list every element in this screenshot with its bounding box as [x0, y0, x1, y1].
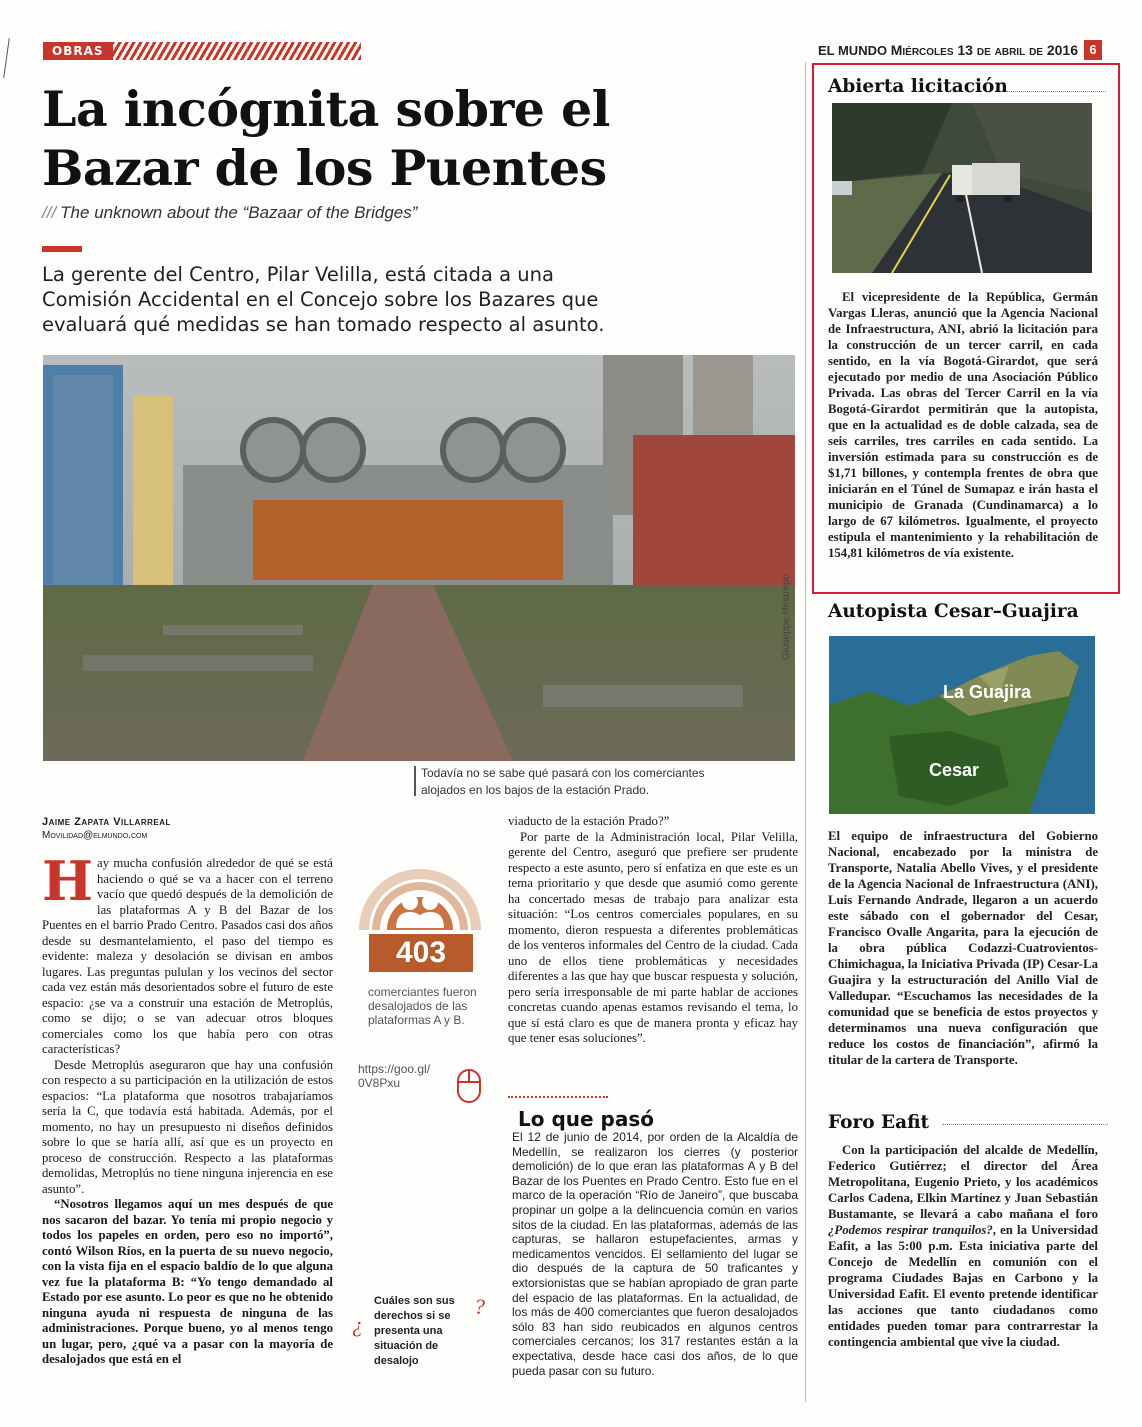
main-photo: [43, 355, 795, 761]
paragraph-1-text: ay mucha confusión alrededor de qué se está haciendo o qué se va a hacer con el terreno vacío que quedó después de la demolición de las plataformas A y B del Bazar de los Puentes en el barrio Prado Centro. Pasados casi dos años desde su desmantelamiento, el paso del tiempo es evidente: maleza y desolación se divisan en ambos lugares. Las preguntas pululan y los vecinos del sector cada vez están más desorientados sobre el futuro de este espacio: ¿se va a construir una estación de Metroplús, como se dijo; o se van adecuar otros bloques comerciales como los que había pero con otras características?: [42, 856, 333, 1056]
column-2-continuation: viaducto de la estación Prado?”: [508, 814, 670, 828]
question-text: Cuáles son sus derechos si se presenta una situación de desalojo: [374, 1295, 455, 1367]
section-tag: [43, 42, 361, 60]
foro-event-name: ¿Podemos respirar tranquilos?: [828, 1223, 993, 1237]
licitacion-title: Abierta licitación: [828, 76, 1008, 97]
truck-road-photo: [832, 103, 1092, 273]
lead-rule: [42, 246, 82, 252]
paragraph-3: “Nosotros llegamos aquí un mes después de que nos sacaron del bazar. Yo tenía mi propio negocio y todos los papeles en orden, pero eso no importó”, contó Wilson Ríos, en la puerta de su nuevo negocio, con la vista fija en el espacio baldío de lo que alguna vez fue la plataforma B: “Yo tengo demandado al Estado por ese asunto. Lo peor es que no he obtenido ninguna ayuda ni respuesta de ninguna de las administraciones. Porque bueno, yo al menos tengo un lugar, pero, ¿qué va a pasar con la mayoría de desalojados que está en el: [42, 1197, 333, 1366]
stat-number: 403: [369, 934, 473, 972]
paragraph-2: Desde Metroplús aseguraron que hay una confusión con respecto a su participación en la utilización de estos espacios: “La plataforma que nosotros trabajaríamos sería la C, que todavía está habitada. Además, por el momento, no hay un presupuesto ni diseños definidos sobre lo que se haría allí, así que es un proyecto en proceso de construcción. Respecto a las plataformas demolidas, Metroplús no tiene ninguna injerencia en ese asunto”.: [42, 1057, 333, 1196]
cesar-guajira-map: [829, 636, 1095, 814]
stat-label: comerciantes fueron desalojados de las plataformas A y B.: [368, 985, 477, 1027]
licitacion-paragraph: El vicepresidente de la República, Germán Vargas Lleras, anunció que la Agencia Nacional de Infraestructura, ANI, abrió la licitación para la construcción de un tercer carril, en cada sentido, en la vía Bogotá-Girardot, que será ejecutado por medio de una Asociación Público Privada. Las obras del Tercer Carril en la vía Bogotá-Girardot permitirán que la autopista, que en la actualidad es de doble calzada, sea de seis carriles, tres carriles en cada sentido. La inversión estimada para su construcción es de $1,71 billones, y contempla frentes de obra que iniciarán en el Túnel de Sumapaz e irán hasta el municipio de Granada (Cundinamarca) a lo largo de 67 kilómetros. Igualmente, el proyecto estipula el mantenimiento y la rehabilitación de 154,81 kilómetros de vía existente.: [828, 290, 1098, 560]
photo-caption: Todavía no se sabe qué pasará con los comerciantes alojados en los bajos de la estación Prado.: [421, 766, 705, 797]
paper-name: EL MUNDO: [817, 43, 888, 58]
drop-cap: H: [42, 849, 94, 913]
headline-line-2: Bazar de los Puentes: [42, 139, 607, 197]
question-close: ?: [474, 1294, 485, 1319]
headline: [42, 80, 782, 198]
foro-text-part-2: , en la Universidad Eafit, a las 5:00 p.m. Esta iniciativa parte del Concejo de Medellín en comunión con el programa Ciudades Bajas en Carbono y la Universidad Eafit. El evento pretende identificar las acciones que tanto ciudadanos como entidades pueden tomar para contrarrestar la contingencia ambiental que vive la ciudad.: [828, 1223, 1098, 1349]
section-label: OBRAS: [43, 42, 113, 60]
cesar-text: El equipo de infraestructura del Gobierno Nacional, encabezado por la ministra de Transporte, Natalia Abello Vives, y el presidente de la Agencia Nacional de Infraestructura (ANI), Luis Fernando Andrade, llegaron a un acuerdo este sábado con el gobernador del Cesar, Francisco Ovalle Angarita, para la ejecución de la obra pública Codazzi-Cuatrovientos- Chimichagua, la Iniciativa Privada (IP) Cesar-La Guajira y la estructuración del Anillo Vial de Valledupar. “Escuchamos las necesidades de la comunidad que se beneficia de estos proyectos y determinamos una nueva configuración que reduce los costos de financiación”, afirmó la titular de la cartera de Transporte.: [828, 829, 1098, 1067]
bazar-site-photo: [43, 355, 795, 761]
mouse-icon: [455, 1066, 483, 1106]
slashes-icon: ///: [42, 203, 57, 222]
page-number: 6: [1084, 40, 1102, 60]
photo-credit: Giuseppe Restrepo: [781, 573, 792, 660]
subtitle: [42, 202, 417, 224]
headline-line-1: La incógnita sobre el: [42, 80, 610, 138]
masthead: [818, 41, 1078, 60]
foro-paragraph: [828, 1142, 1098, 1350]
issue-date: Miércoles 13 de abril de 2016: [890, 42, 1078, 58]
foro-text: [828, 1142, 1098, 1350]
map-illustration: [829, 636, 1095, 814]
scan-mark: [3, 38, 10, 78]
column-divider: [805, 62, 806, 1402]
lo-que-paso-text: El 12 de junio de 2014, por orden de la Alcaldía de Medellín, se realizaron los cierres (y posterior demolición) de lo que eran las plataformas A y B del Bazar de los Puentes en Prado Centro. Esto fue en el marco de la operación “Río de Janeiro”, que buscaba propinar un golpe a la delincuencia común en varios sitos de la ciudad. En las plataformas, además de las capturas, se hallaron estupefacientes, armas y medicamentos vencidos. El sellamiento del lugar se dio después de la captura de 50 traficantes y extorsionistas que se habían apropiado de gran parte del espacio de las plataformas. En la actualidad, de los más de 400 comerciantes que fueron desalojados sólo 83 han sido reubicados en algunos centros comerciales cercanos; los 317 restantes están a la expectativa, desde hace casi dos años, de lo que pueda pasar con su futuro.: [512, 1130, 798, 1378]
article-column-2: [508, 814, 798, 1047]
paragraph-4: Por parte de la Administración local, Pilar Velilla, gerente del Centro, aseguró que prefiere ser prudente respecto a este asunto, pero sí enfatiza en que este es un tema prioritario y que desde que asumió como gerente ha concertado mesas de trabajo para analizar esta situación: “Los centros comerciales populares, en su momento, dieron respuesta a diferentes problemáticas de los venteros informales del Centro de la ciudad. Cada uno de ellos tiene problemáticas y necesidades diferentes a las que hay que buscar respuesta y solución, pero sería irresponsable de mi parte hablar de acciones concretas cuando apenas estamos revisando el tema, lo que sí está claro es que de manera pronta y eficaz hay que tener esas soluciones”.: [508, 829, 798, 1045]
byline-name: Jaime Zapata Villarreal: [42, 816, 171, 828]
subtitle-text: The unknown about the “Bazaar of the Bridges”: [60, 203, 418, 222]
foro-text-part-1: Con la participación del alcalde de Medellín, Federico Gutiérrez; el director del Área Metropolitana, Eugenio Prieto, y los académicos Carlos Cadena, Elkin Martínez y Juan Sebastián Bustamante, se llevará a cabo mañana el foro: [828, 1143, 1098, 1221]
article-column-1: [42, 849, 333, 1368]
highway-photo: [832, 103, 1092, 273]
lo-que-paso-rule: [508, 1096, 608, 1098]
cesar-title: Autopista Cesar–Guajira: [828, 601, 1079, 622]
title-dotted-rule: [1006, 91, 1106, 92]
caption-bar: [414, 766, 416, 796]
foro-dotted-rule: [942, 1124, 1108, 1125]
question-open: ¿: [352, 1312, 363, 1337]
short-url[interactable]: https://goo.gl/ 0V8Pxu: [358, 1062, 431, 1090]
map-label-cesar: Cesar: [929, 760, 980, 780]
lead-paragraph: La gerente del Centro, Pilar Velilla, está citada a una Comisión Accidental en el Concejo sobre los Bazares que evaluará qué medidas se han tomado respecto al asunto.: [42, 263, 605, 336]
map-label-guajira: La Guajira: [943, 682, 1032, 702]
lo-que-paso-title: Lo que pasó: [518, 1107, 654, 1131]
licitacion-text: [828, 289, 1098, 561]
foro-title: Foro Eafit: [828, 1112, 930, 1133]
paragraph-1: [42, 849, 333, 1058]
byline-email: Movilidad@elmundo.com: [42, 830, 148, 841]
